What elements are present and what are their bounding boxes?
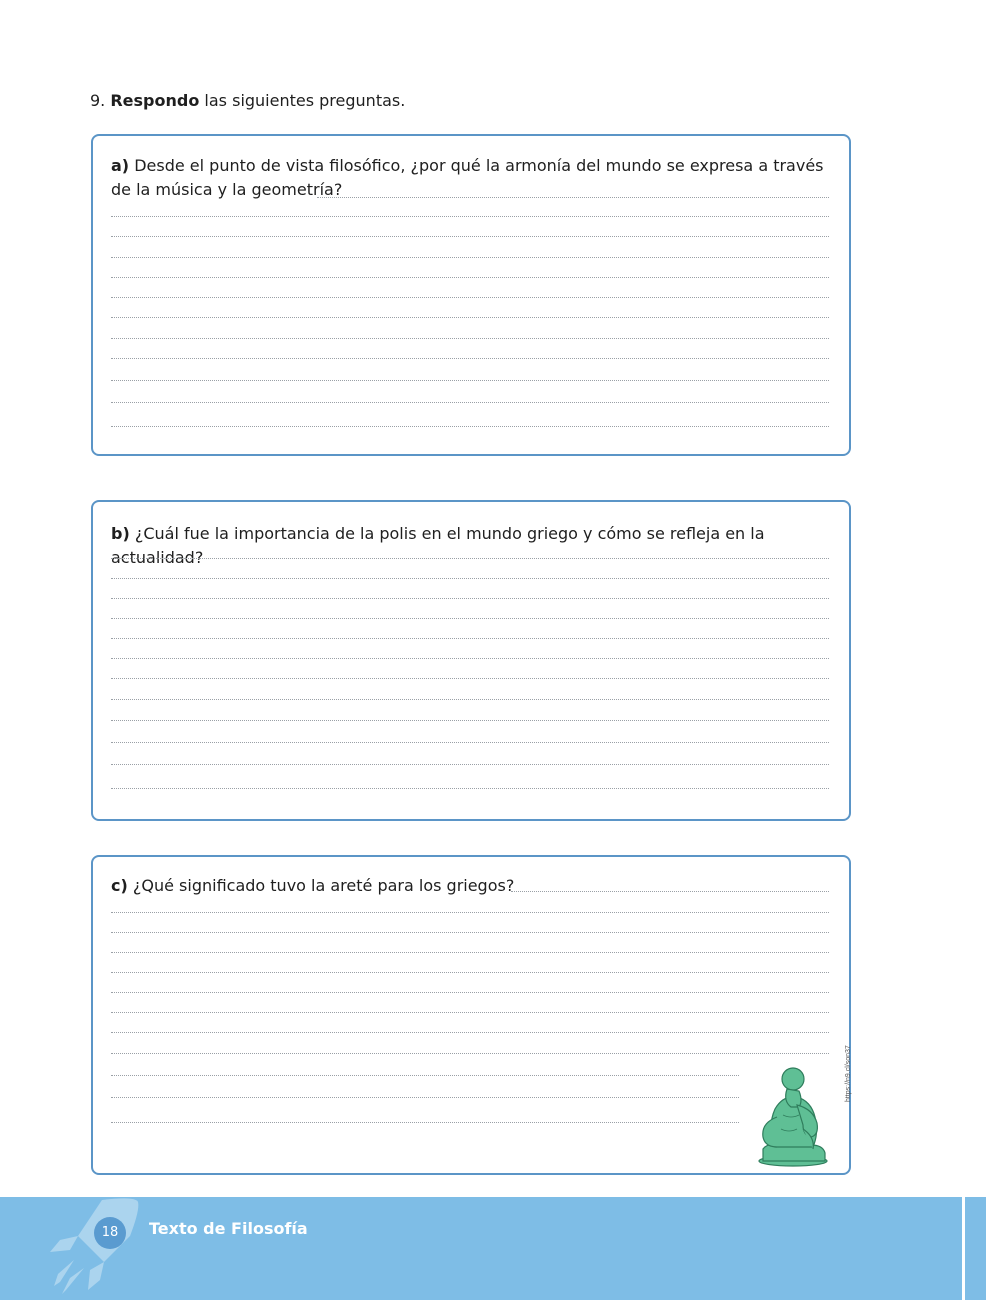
footer-title: Texto de Filosofía — [149, 1219, 308, 1238]
answer-line[interactable] — [111, 952, 829, 953]
answer-line[interactable] — [111, 972, 829, 973]
answer-line[interactable] — [111, 992, 829, 993]
answer-box-b — [91, 500, 851, 821]
answer-line[interactable] — [111, 402, 829, 403]
answer-line[interactable] — [111, 1097, 739, 1098]
answer-line[interactable] — [111, 1053, 829, 1054]
answer-line[interactable] — [111, 358, 829, 359]
footer-edge — [965, 1197, 986, 1300]
answer-line[interactable] — [111, 658, 829, 659]
answer-line[interactable] — [111, 1032, 829, 1033]
answer-line[interactable] — [111, 380, 829, 381]
question-c — [111, 874, 829, 898]
answer-line[interactable] — [111, 638, 829, 639]
answer-line[interactable] — [111, 297, 829, 298]
question-b — [111, 522, 829, 570]
answer-line[interactable] — [111, 426, 829, 427]
question-b-letter: b) — [111, 524, 130, 543]
answer-line[interactable] — [111, 912, 829, 913]
instruction-text: las siguientes preguntas. — [199, 91, 406, 110]
question-a-text: Desde el punto de vista filosófico, ¿por qué la armonía del mundo se expresa a través de la música y la geometría? — [111, 156, 824, 199]
answer-line[interactable] — [111, 764, 829, 765]
answer-line[interactable] — [111, 578, 829, 579]
answer-line[interactable] — [111, 932, 829, 933]
answer-line[interactable] — [317, 197, 829, 198]
answer-line[interactable] — [111, 788, 829, 789]
answer-line[interactable] — [111, 720, 829, 721]
answer-line[interactable] — [111, 1075, 739, 1076]
question-c-letter: c) — [111, 876, 128, 895]
thinker-statue-icon — [753, 1057, 833, 1167]
rocket-icon — [40, 1190, 150, 1300]
page-number: 18 — [94, 1217, 126, 1249]
answer-line[interactable] — [111, 742, 829, 743]
answer-line[interactable] — [111, 277, 829, 278]
answer-line[interactable] — [111, 338, 829, 339]
question-c-text: ¿Qué significado tuvo la areté para los griegos? — [127, 876, 515, 895]
answer-line[interactable] — [111, 1122, 739, 1123]
instruction — [90, 90, 405, 112]
answer-line[interactable] — [111, 1012, 829, 1013]
image-credit: https://n9.cl/son37 — [845, 1045, 852, 1102]
answer-line[interactable] — [111, 236, 829, 237]
answer-line[interactable] — [511, 891, 829, 892]
answer-box-c — [91, 855, 851, 1175]
instruction-verb: Respondo — [110, 91, 200, 110]
answer-line[interactable] — [111, 216, 829, 217]
answer-line[interactable] — [111, 678, 829, 679]
question-a-letter: a) — [111, 156, 130, 175]
answer-line[interactable] — [111, 558, 829, 559]
instruction-number: 9. — [90, 91, 106, 110]
answer-line[interactable] — [111, 699, 829, 700]
answer-line[interactable] — [111, 598, 829, 599]
question-b-text: ¿Cuál fue la importancia de la polis en el mundo griego y cómo se refleja en la actualidad? — [111, 524, 765, 567]
question-a — [111, 154, 829, 202]
answer-line[interactable] — [111, 257, 829, 258]
answer-line[interactable] — [111, 317, 829, 318]
answer-line[interactable] — [111, 618, 829, 619]
answer-box-a — [91, 134, 851, 456]
